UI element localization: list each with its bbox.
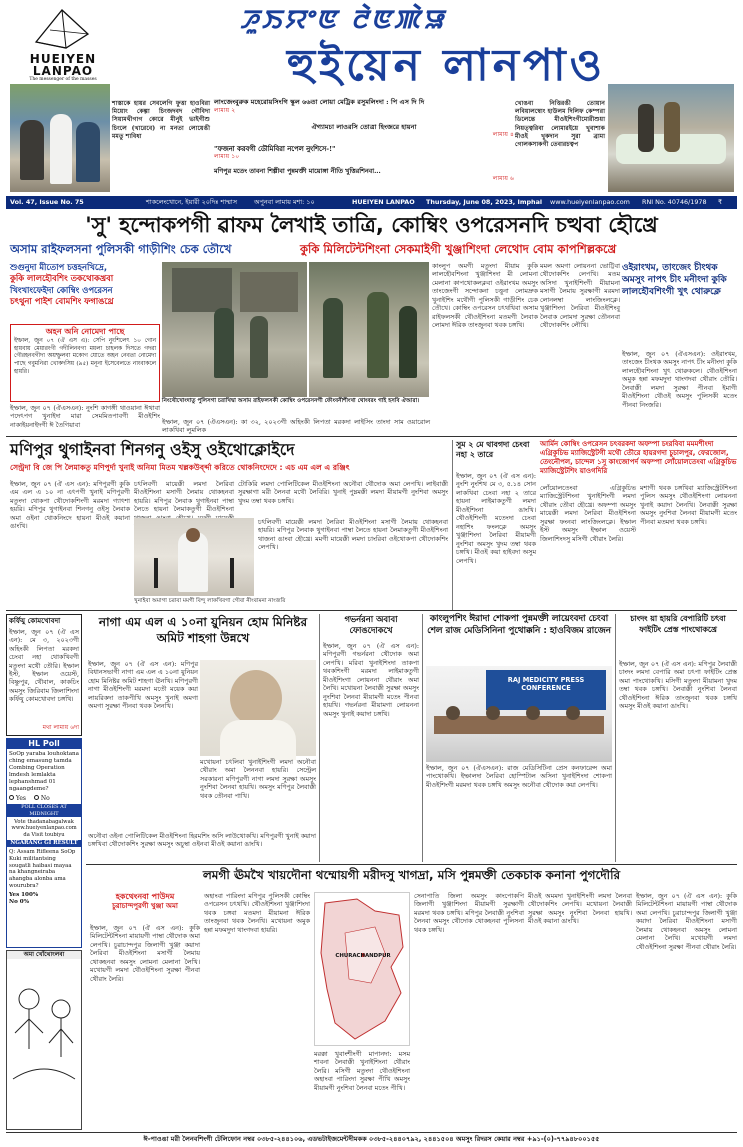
lead-right-kicker: ওইরাংখম, তাংজেং চীংথক অমসুং নাপৎ চীং মনীংদা কুকি লালহৌবশিংগী খুৎ থোরুক্লে xyxy=(622,263,727,298)
rule-kangla-right xyxy=(615,614,616,862)
churachandpur-map xyxy=(314,892,410,1046)
poll-closes: POLL CLOSES AT MIDNIGHT xyxy=(7,804,81,817)
left-teaser: শাস্তাকে হায়র সেবলেগি ফুত্তা হাওবিরা মিয়োং কেল্গা চিংজদবদ গৌবিদা সিয়ামথীগাগ কোরে মীনুই ভাইগীশু চিংলে (খারেবে) না মনতা লোয়েঙী মমতু শাবিধা xyxy=(112,100,210,140)
poll-result-yes: Yes 100% xyxy=(9,891,39,898)
curfew-page-ref: মথা লামায় ৬দা xyxy=(42,723,79,731)
right-masthead-photo xyxy=(608,84,734,192)
lead-left-kicker xyxy=(10,262,160,322)
bottom-col-b: অহাংবা পারিংদা মণিপুর পুলিসকী কোম্বিং ওপরেসন চৎথখি। থৌওইশিংনা খুঞ্জাশিংদা থবক চঙ্গবা মতমদা মীয়ামনা ঈরিক তাংজুনবা থবক লৈনখি। মখোয়না অমুক হন্না মফমদুদা থাংগদবা হায়রি। xyxy=(204,892,310,934)
naga-photo xyxy=(200,660,316,756)
lead-kicker-line2: কুকি লালহৌবশিং তকথোকখ্রবা xyxy=(10,273,114,284)
teaser-quote: "ফজনা করবগী ডৌমিবিরা নপেল নুংশিসে-!" xyxy=(214,144,336,153)
strip1-text: ইম্ফাল, জুন ০৭ (ঐ এস এন): নুংশি নুংশিথ মে ৩, ৫.১৪ সোন লাকখিবা চেংবা নহা ২ তারে হায়না লাইমাকতুগী লমদা মীওইশিংনা ঙাংখি। থৌওইশিংগী মতেংদা চেংবা নহাশিং ফংলক্লে অমসুং খুঞ্জাশিংদা লৈরিবা মীয়ামগী নুংশিবা অমসুং খুদম তম্বা থবক চঙ্গখি। মীওই কয়া হাইবদা অসুম লেপখি। xyxy=(456,472,536,565)
kangla-photo xyxy=(426,666,612,762)
right-teaser: খোঙবা নিত্তিরঙী তোয়ান লবিয়ালম্বোং হাউলম দিলিফ কেম্পরা ডিলেন্তে মীওইশিংগীমোরীশুয়া নিয়ত্ত্বরিবা লোমারইয়ে খুবাশাক মীওই খুকদান সুরা ব্রামা গোলকসাকগী তেবারচত্বপ xyxy=(515,100,605,148)
poll-result-title: NGARANG GI RESULT xyxy=(7,840,81,847)
cartoon-box xyxy=(6,950,82,1130)
small-text: ইম্ফাল, জুন ০৭ (ঐ এস এন): মণিপুর লৈবাক্কী চাংদং লমদা বেপারি অমা চৎপা ফাইটিং প্রেস্ত অমা পাংথোকখি। মসিগী মতুংদা মীয়ামনা খুদম তম্বা থবক চঙ্গখি। লৈবাক্কী নুংশিবা লৈনবা থৌওইশিংনা ঈরিক তাংজুনবা থবক চঙ্গখি অমসুং মীওই কয়ানা ঙাংখি। xyxy=(619,660,737,711)
lead-byline2: ইম্ফাল, জুন ০৭ (ঐএসএন): কা ৩২, ২০২৩গী অহিংকী লিপতা মরকদা লাইসিং তাংদা সাম ওয়ারোল লাকখিবা লুমলিক xyxy=(162,418,430,435)
army-col-c: মশাগী থবক চঙ্গখিবা ম্যাজিস্ট্রেটশিংনা পুলিস অমসুং থৌওইশিংগা লোয়ননা খুনাই কয়াদা লৈনখি। লৈবাক্কী সুরক্ষা অমসুং নুংশিবা লৈনবা মীয়ামগী মতেং পীনবা মতমদা থবক চঙ্গখি। xyxy=(640,484,737,526)
teaser-top: লাংজেংবুরুক মহেরোয়সিংগি স্কুল ৬৬তা লোয়া মেট্রিক রসুমলিংদা : পি এস দি দি xyxy=(214,98,425,106)
logo xyxy=(10,8,116,80)
naga-col-c: অনৌবা ওইনা পোলিটিকেল মীওইশিংনা হিরমশিং অসি লাউথোকখি। মণিপুরগী খুনাই কয়াদা চঙ্গখিবা থৌদোকশিং সুরক্ষা অমসুং অচুম্বা ওইনবা মীওই কয়ানা ঙাংখি। xyxy=(88,832,316,849)
naga-col-b: মখোয়না চৎলিবা খুনাইশিংগী লমদা অনৌবা থৌরাং অমা লৈননবা হায়রি। সেন্ট্রেল সরকারনা মণিপুরগী নাগা লমদা সুরক্ষা অমসুং নুংশিবা লৈনবা হায়খি। অমসুং মণিপুর লৈবাক্কী থবক তৌনবা পাখি। xyxy=(200,758,316,800)
cartoon-label: অমা খোঁথোংলবা xyxy=(7,951,81,959)
rni-number: RNI No. 40746/1978 xyxy=(642,198,707,206)
poll-no-label[interactable]: No xyxy=(40,794,50,802)
curfew-text: ইম্ফাল, জুন ০৭ (ঐ এস এন): মে ৩, ২০২৩গী অহিংকী লিপতা মরকদা চেংবা নহা থোকখিবগী মতুংদা মথৌ তৌরি। ইম্ফাল ইস্ট, ইম্ফাল ওয়েস্ট, বিষ্ণুপুর, থৌবাল, কাকচিং অমসুং জিরিবাম জিলাশিংদা কর্ফিযু কোমখোবদা চঙ্গখি। xyxy=(9,627,79,704)
bottom-col-e: মীওই অমমদা খুনাইশিংগী লমদা লৈনবা থৌদোকশিং লেপখি। মখোয়না লৈবাক্কী সুরক্ষা অমসুং নুংশিবা লৈনবা হায়খি। মীওই কয়ানা ঙাংখি। xyxy=(528,892,632,926)
army-headline: আর্মিন কোম্বিং ওপরেসন চৎবরকদা অফম্পা চংরবিবা মমমশীংদা এগ্রিকুচিভ ম্যাজিস্ট্রেটগী মথৌ তৌরে হায়রগদা চুচালপুর, ফেরজোল, তেংনৌপল, চান্দেল ১সু কাংজোপর্দ অফম্পা লোঁয়োলতেংবা এগ্রিকুচিভ ম্যাজিস্ট্রেটশিং য়াওগদিরি xyxy=(540,440,737,476)
footer-text: ঈ-পাওঙা মরী লৈনবশিংগী টেলিফোন নম্বর ০৩৮৫-২৪৪১০৬, এডভটাইজমেন্টদীমকক ০৩৮৫-২৪৪০৭৯২, ২৪৪১৫০৪ অমসুং রিদরস কেয়ার নম্বর +৯১-(০)-৭৭৯৪৮০০১৫৫ xyxy=(143,1135,600,1143)
footer-bar xyxy=(6,1132,737,1145)
teaser-bottom: মণিপুর মতেং তাবনা শিল্পীবা পুন্নমক্তী মায়োঙ্গা নীতি খুত্তিরশিনবা... xyxy=(214,167,381,176)
rule-ch-right xyxy=(452,440,453,610)
appeal-text: ইম্ফাল, জুন ০৭ (ঐ এস এ): সেপি নুংশিলেৎ ১০ গোন হায়বায় মেয়ারংগী গদীলিনবগা ময়লা চাহলক দিসতে গদরা গৌরহনবগীদা অয়ম্ফুলবা মকোগ যোতে অহন নেবতা নোমেদা পাছে গবুমনিরা খোকদসিয় (৯৫) মনূনা ইসেবেলতে নাংবাকলে হায়রি। xyxy=(14,338,156,375)
masthead xyxy=(0,0,743,195)
naga-col-a: ইম্ফাল, জুন ০৭ (ঐ এস এন): মণিপুর বিধানসভাগী নাগা এম এল এ ১০না য়ুনিয়ন হোম মিনিষ্টর অমিট শাহগা ঊনখি। মণিপুরগী নাগা মীওইশিংগী মরমদা মতৌ ময়েক কয়া লায়রিকদা তাকপীখি অমসুং খুনাই অমগা অমগা সুরক্ষা পীনবা থবক লৈনখি। xyxy=(88,660,198,711)
ch-col-d: চৎলিবগী মায়েক্কী লমদা লৈরিবা মীওইশিংনা মসাগী লৈমায় থোকহনবা হায়রি। মণিপুর লৈবাক থুগাইনবা পাম্বা লৈতে হায়না লৈমাকতুগী মীওইশিংনা থাজনা ঙাংবা হৌখ্রে। মমগী মায়েক্কী লমদা চাংরিবা ওইথোকপা থৌদোকশিং লেপখি। xyxy=(258,518,448,552)
ch-deck: সেন্ট্রদা বি জে পি লৈমাকতু মণিপুর্দা খুনাই অনিমা মিতম খল্লকউর্ব্ব্দা করিতে থোকনিংদেদে : এচ এম এল এ রঞ্জিৎ xyxy=(10,463,350,472)
left-masthead-photo xyxy=(10,84,110,192)
bottom-col-f: ইম্ফাল, জুন ০৭ (ঐ এস এন): কুকি মিলিটেন্টশিংনা মায়ায়গী পাম্বা থৌদোক অমা লেপখি। চুরাচান্দপুর জিলাগী খুঞ্জা কয়াদা লৈরিবা মীওইশিংনা মসাগী লৈমায় থোকহনবা অমসুং লোমনা মেলানা লৈখি। মখোয়গী লমদা থৌওইশিংনা সুরক্ষা পীনবা থৌরাং লৈরি। xyxy=(636,892,737,951)
lead-col-c: মমল অমগা লোয়ননা ভোট্টিবা থৌদোকশিং লেপখি। মতম অসিদা খুনাইশিংগী মীয়ামনা মসাগী লৈমায় সুরক্ষাগী মরমদা লোনলম্বা লাংজিংলক্লে। খুঞ্জাশিংদা লৈরিবা মীওইশিংবু লৈবাক লোমদা সুরক্ষা তৌননবা থৌদোকশিং লৌখি। xyxy=(540,262,620,330)
bottom-headline: লমগী ঊমখৈ খায়দৌনা থম্মোয়গী মরীদসু খাগদ্রা, মসি পুন্নমক্তী তেকচাক কনানা পুগদৌরি xyxy=(202,868,621,882)
shak-date: শাকলেংখোনে, ইয়ারী ২০দিঃ শাম্মাস xyxy=(146,198,237,206)
kangla-headline: কাংলুপশিং ঈরাদা শোকপা পুন্নমক্তী লায়েংবদা চেংবা শেল রাজ মেডিসিনিনা পুথোক্কনি : হাওবিজম রাজেন xyxy=(427,614,611,636)
lead-photo xyxy=(162,262,307,397)
price: ₹ ৫.০০ xyxy=(718,198,733,219)
kangla-text: ইম্ফাল, জুন ০৭ (ঐএসএন): রাজ মেডিসিটিনা প্রেস কনফারেন্স অমা পাংথোকখি। ইম্ফালদা লৈরিবা হোস্পিটাল অসিনা খুনাইশিংদা শোকপা মীওইশিংগী মরমদা থবক চঙ্গখি অমসুং অনৌবা থৌদোক কয়া লেপখি। xyxy=(426,764,612,789)
rule-lead-bottom xyxy=(6,436,737,437)
lead-kicker-line4: চৎথুনা পাইশ বোমশিং ফগাঙথ্রে xyxy=(10,296,114,307)
issue-number: Vol. 47, Issue No. 75 xyxy=(10,198,84,206)
mayek-title: ꯍꯨꯏꯌꯦꯟ ꯂꯥꯟꯄꯥꯎ xyxy=(240,5,447,35)
lead-headline: 'সু' হন্দোকপগী ৱাফম লৈখাই তাত্রি, কোম্বিং ওপরেসনদি চত্থবা হৌখ্রে xyxy=(85,213,658,237)
rule-bottom-section xyxy=(86,864,737,865)
ch-headline: মণিপুর থুগাইনবা শিনগনু ওইসু ওইথোক্লোইদে xyxy=(10,440,295,459)
logo-line1: HUEIYEN xyxy=(29,52,97,66)
bengali-title: হুইয়েন লানপাও xyxy=(287,40,606,91)
bottom-kicker-line2: চুরাচান্দপুরগী খুঞ্জা অমা xyxy=(112,902,178,910)
appeal-title: অহন অনি নোমেদা পাছে xyxy=(45,327,125,336)
teaser-mid-page: লামায় ৪ xyxy=(492,131,514,139)
map-title: CHURACHANDPUR xyxy=(335,953,391,959)
rule-naga-right xyxy=(319,614,320,862)
poll-result-no: No 0% xyxy=(9,898,29,905)
ch-col-b: চৎলিবগী মায়েক্কী লমদা লৈরিবা মীওইশিংনা মসাগী লৈমায় থোকহনবা হায়রি। মণিপুর লৈবাক থুগাইনবা পাম্বা লৈতে হায়না লৈমাকতুগী মীওইশিংনা xyxy=(134,480,234,514)
small-title: চাংদং য়া হায়রি বেপারিটি চৎবা ফাইটিং প্রেস্ত পাংথোকখ্রে xyxy=(630,614,726,634)
map-icon xyxy=(315,893,411,1047)
logo-line2: LANPAO xyxy=(32,64,94,78)
bottom-col-a: ইম্ফাল, জুন ০৭ (ঐ এস এন): কুকি মিলিটেন্টশিংনা মায়ায়গী পাম্বা থৌদোক অমা লেপখি। চুরাচান্দপুর জিলাগী খুঞ্জা কয়াদা লৈরিবা মীওইশিংনা মসাগী লৈমায় থোকহনবা অমসুং লোমনা মেলানা লৈখি। মখোয়গী লমদা থৌওইশিংনা সুরক্ষা পীনবা থৌরাং লৈরি। xyxy=(90,924,200,983)
lead-sub-red: কুকি মিলিটেন্টশিংনা সেকমাইগী খুঞ্জাশিংদা লেথোদ বোম কাপশিল্লকখ্রে xyxy=(300,242,617,256)
poll-yes-radio[interactable] xyxy=(9,795,14,800)
rule-mid xyxy=(6,610,737,611)
page-count: অপুনবা লামায় মশা: ১০ xyxy=(254,198,315,206)
curfew-box xyxy=(6,614,82,736)
naga-headline: নাগা এম এল এ ১০না য়ুনিয়ন হোম মিনিষ্টর অমিট শাহগা উন্নখে xyxy=(98,615,308,646)
ch-col-a: ইম্ফাল, জুন ০৭ (ঐ এস এন): মণিপুরগী কুকি এম এল এ ১০ না এৎপগী খুনাই মণিপুরগী মতুংদা থোকপা থৌদোকশিংগী মরমদা গ্যাৎশা হয়রি। মণিপুর থুগাইনবা শিনগনু ওইসু লৈবাক অমা ওইনা থোকনিংদে হায়না মীওই কয়ানা ঙাংখি। xyxy=(10,480,130,531)
lead-photo-caption: নিংথৌখোংদাতু পুলিসগা চরাখিদ্বা অসাম রাইফলসকী কোম্বিং ওপরেসনগী ফৌংবনীশীংখা থোংবরং গাই হসবি ঐআরা। xyxy=(162,398,430,416)
ch-col-c: টোকিরি লমদা পোলিটিকেল মীওইশিংনা অনৌবা থৌদোক অমা লেপখি। লাইবাক্কী সুরক্ষাগা মরী লৈনবা মথৌ লৈবিরি। খুনাই পুম্নমক্কী লমদা মীয়ামগী নুংশিবা অমসুং খুদম তম্বা থবক চঙ্গখি। xyxy=(238,480,448,505)
poll-result-question: Q: Assam Rifleena SoOp Kuki militantsing sougatli haibasi mayaa na khangneiraba ahangba alonba ama wourubra? xyxy=(9,849,76,889)
bottom-kicker-line1: হকথেংনবা পাউদম xyxy=(115,892,175,901)
cartoon-drawing-icon xyxy=(7,959,81,1119)
strip1-title: সুম ২ মে থাবগদা চেংবা নহা ২ তারে xyxy=(456,440,530,460)
curfew-title: কর্ফিযু কোমখোবদা xyxy=(9,617,61,625)
kangla-photo-label: RAJ MEDICITY PRESS CONFERENCE xyxy=(507,676,585,693)
origami-bird-icon xyxy=(32,8,92,52)
website-link[interactable]: www.hueiyenlanpao.com xyxy=(550,198,630,206)
lead-byline1: ইম্ফাল, জুন ০৭ (ঐএসএন): নুংশি কাগঙ্গী থাওয়ানা ঈথাবা পদেৎপগ খুনাইদা মারা সেমমিতপাবগী মীওইশিং নাকাইয়নাইদগী ঈ তৈগিয়াবা xyxy=(10,404,160,429)
poll-no-radio[interactable] xyxy=(34,795,39,800)
lead-col-b: কাংলুপ অমগী মতুংদা মীয়াম কুকি লালহৌবশিংনা খুঞ্জাশিংদা মী লোমনা মেলানা কাপথোকলক্লবা ওইরাংখম অমসুং তাংজেংগী সন্দোকনা চত্তুনা লোমদ্রুক খুনাইশিং মথৌগী পুলিসকী গাড়ীশিং চেক তৌখে। কোম্বিং ওপরেসন চৎথখিবা অসাম রাইফলসকী থৌওইশিংনা মতমগী লৈবাক লোমদা ঈরিক তাংজুনবা থবক চঙ্গখি। xyxy=(432,262,538,330)
poll-vote-link[interactable]: Vote thadanabagalwak www.hueiyenlanpao.com da Visit toubiyu xyxy=(11,818,77,838)
bottom-col-c: মরক্কা খুবাংশীংগী মাপানদা: মসম শাবনা লৈবাক্কী খুনাইশিংনা থৌরাং লৈরি। মসিগী মতুংদা থৌওইশিংনা অহাংবা পারিংদা সুরক্ষা পীখি অমসুং মীয়ামগী নুংশিবা লৈনবা মতেং পীখি। xyxy=(314,1050,410,1092)
gov-text: ইম্ফাল, জুন ০৭ (ঐ এস এন): মণিপুরগী গভর্নরনা থৌদোক অমা লেপখি। মরিবা খুনাইশিংদা তাকপা থবকশিংগী মরমদা লাইমাকতুগী মীওইশিংগা লোয়ননা থৌরাং অমা লৈখি। মখোয়না লৈবাক্কী সুরক্ষা অমসুং নুংশিবা লৈনবা মীয়ামগী মতেং পীনবা হায়খি। গভর্নরনা মীয়ামগা লোয়ননা অমসুং খুনাই কয়াদা চঙ্গখি। xyxy=(323,642,419,718)
info-bar xyxy=(6,196,737,219)
teaser-mid: ঐগ্যামচা লাওরসি তোত্রা হিংজরে হায়না xyxy=(311,122,417,131)
ch-photo-caption: খুনাইবা অমাগা চরাবা মমগী বিন্দু লাকখিবগা গৌবা নীংবামনা নাংজরি xyxy=(134,598,448,608)
logo-tagline: The messenger of the masses xyxy=(29,77,97,82)
bottom-col-d: সেনাপাতি জিলা অমসুং কাংপোকপি জিলাগী খুঞ্জাশিংদা মীয়ামগী সুরক্ষাগী মরমদা থবক চঙ্গখি। মণিপুর লৈবাক্কী নুংশিবা লৈনবা অমসুং থৌদোক থোকহনবা পুলিসনা থবক চঙ্গখি। xyxy=(414,892,524,934)
poll-box xyxy=(6,738,82,948)
gov-title: গভর্নরনা অবাবা ফোঙদোকখে xyxy=(344,614,398,635)
center-teasers xyxy=(214,98,514,194)
poll-title: HL Poll xyxy=(7,739,81,749)
issue-date: Thursday, June 08, 2023, Imphal xyxy=(426,198,543,206)
teaser-bottom-page: লামায় ৬ xyxy=(492,175,514,183)
lead-kicker-line1: শুগুনুদা মীতোপ চত্তহনখিদ্রে, xyxy=(10,262,108,272)
rule-gov-right xyxy=(422,614,423,862)
poll-question: SoOp yaraba louhoktana ching emasung tamda Combing Operation lmdesh lemlakta lephanshmad 01 ngaangdeme? xyxy=(9,751,79,792)
appeal-box xyxy=(10,324,160,402)
lead-kicker-line3: খিংখাংফেইদা কোম্বিং ওপরেসন xyxy=(10,284,113,295)
bottom-kicker xyxy=(90,892,200,922)
army-col-b: লোঁয়োলতেংবা এগ্রিকুচিভ ম্যাজিস্ট্রেটশিংনা খুনাইশিংগী লমদা থৌরাং তৌবা হৌখ্রে। অফম্পা অমসুং মায়েক্কী লমদা লৈরিবা মীওইশিংনা সুরক্ষা ফংনবা লাংজিংলক্লে। ইম্ফাল ইস্ট অমসুং ইম্ফাল ওয়েস্ট জিলাশিংদসু মসিগী থৌরাং লৈরি। xyxy=(540,484,636,543)
ch-photo xyxy=(134,518,254,596)
teaser-quote-page: লামায় ১০ xyxy=(214,153,240,161)
paper-name: HUEIYEN LANPAO xyxy=(352,198,415,206)
lead-photo-2 xyxy=(309,262,429,397)
poll-yes-label[interactable]: Yes xyxy=(15,794,26,802)
lead-col-d: ইম্ফাল, জুন ০৭ (ঐএসএন): ওইরাংখম, তাংজেং চীংথক অমসুং নাপৎ চীং মনীংদা কুকি লালহৌবশিংনা খুৎ থোরুকলে। থৌওইশিংনা অমুক হন্না মফমদুদা থাংগদবা থৌরাং তৌরি। লৈবাক্কী লমদা সুরক্ষা পীনবা ইমাগী মীওইশিংনা থৌওই অমসুং পুলিসকী মতেং পীনবা নিংজরি। xyxy=(622,350,737,409)
teaser-top-page: লামায় ২ xyxy=(214,107,236,115)
lead-sub-blue: অসাম রাইফলসনা পুলিসকী গাড়ীশিং চেক তৌখে xyxy=(10,242,232,256)
